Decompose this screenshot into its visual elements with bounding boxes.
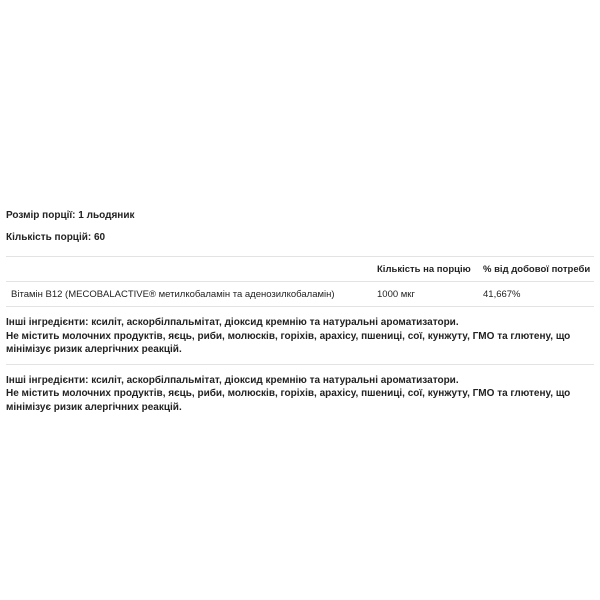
ingredient-amount: 1000 мкг bbox=[377, 282, 483, 307]
nutrition-facts-table bbox=[6, 256, 594, 307]
header-amount-per-serving: Кількість на порцію bbox=[377, 257, 483, 282]
ingredient-name: Вітамін B12 (MECOBALACTIVE® метилкобаламін та аденозилкобаламін) bbox=[6, 282, 377, 307]
other-ingredients-block bbox=[6, 374, 594, 415]
servings-count-label: Кількість порцій: bbox=[6, 232, 92, 243]
allergen-statement: Не містить молочних продуктів, яєць, риби, молюсків, горіхів, арахісу, пшениці, сої, кунжуту, ГМО та глютену, що мінімізує ризик алергічних реакцій. bbox=[6, 388, 571, 413]
table-row bbox=[6, 282, 594, 307]
allergen-statement: Не містить молочних продуктів, яєць, риби, молюсків, горіхів, арахісу, пшениці, сої, кунжуту, ГМО та глютену, що мінімізує ризик алергічних реакцій. bbox=[6, 330, 571, 355]
serving-size-value: 1 льодяник bbox=[78, 210, 135, 221]
other-ingredients-block bbox=[6, 316, 594, 357]
divider bbox=[6, 364, 594, 365]
ingredient-daily-value: 41,667% bbox=[483, 282, 594, 307]
serving-size-label: Розмір порції: bbox=[6, 210, 76, 221]
servings-count-value: 60 bbox=[94, 232, 106, 243]
table-header-row bbox=[6, 257, 594, 282]
other-ingredients-text: Інші інгредієнти: ксиліт, аскорбілпальмітат, діоксид кремнію та натуральні ароматизатори. bbox=[6, 317, 459, 328]
header-ingredient bbox=[6, 257, 377, 282]
serving-size bbox=[6, 209, 594, 223]
other-ingredients-text: Інші інгредієнти: ксиліт, аскорбілпальмітат, діоксид кремнію та натуральні ароматизатори. bbox=[6, 374, 459, 386]
supplement-facts-panel bbox=[6, 205, 594, 414]
header-daily-value: % від добової потреби bbox=[483, 257, 594, 282]
servings-per-container bbox=[6, 231, 594, 245]
